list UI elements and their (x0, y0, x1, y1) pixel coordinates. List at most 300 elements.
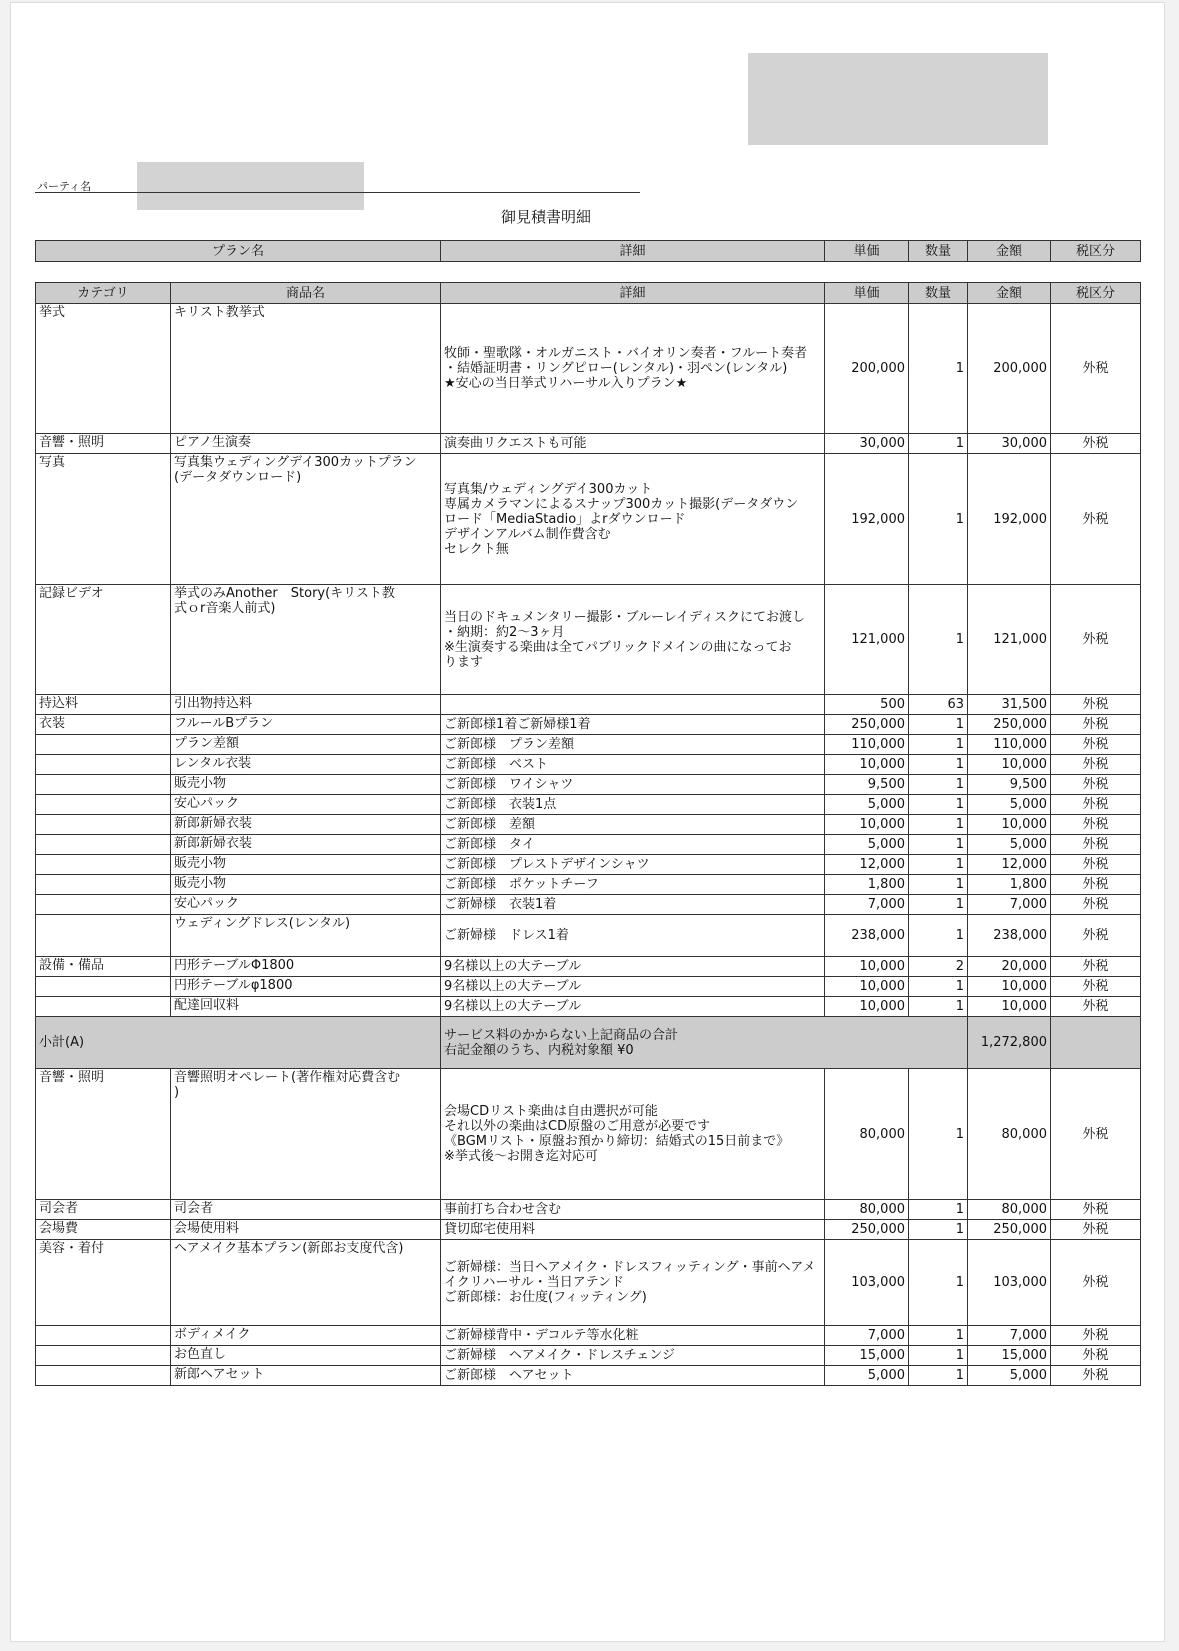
detail-line: ロード「MediaStadio」よrダウンロード (444, 511, 686, 527)
item-name-line: 販売小物 (174, 876, 227, 891)
detail-line: ご新郎様 プラン差額 (444, 737, 575, 752)
tax-type-cell: 外税 (1051, 1200, 1141, 1220)
unit-price-cell: 192,000 (825, 454, 909, 585)
category-cell (36, 997, 171, 1017)
unit-price-cell: 7,000 (825, 895, 909, 915)
amount-cell: 7,000 (968, 1326, 1051, 1346)
amount-cell: 20,000 (968, 957, 1051, 977)
item-name-cell (171, 775, 441, 795)
quantity-cell: 1 (909, 1069, 968, 1200)
item-name-cell (171, 454, 441, 585)
category-cell: 持込料 (36, 695, 171, 715)
item-name-cell (171, 915, 441, 957)
tax-type-cell: 外税 (1051, 1366, 1141, 1386)
quantity-cell: 1 (909, 835, 968, 855)
item-name-line: 販売小物 (174, 776, 227, 791)
tax-type-cell: 外税 (1051, 1240, 1141, 1326)
table-row (36, 585, 1141, 695)
header-category: カテゴリ (36, 283, 171, 304)
detail-line: ご新郎様：お仕度(フィッティング) (444, 1290, 647, 1305)
subtotal-detail-line: サービス料のかからない上記商品の合計 (444, 1027, 679, 1043)
detail-cell (441, 1220, 825, 1240)
unit-price-cell: 250,000 (825, 1220, 909, 1240)
unit-price-cell: 10,000 (825, 997, 909, 1017)
unit-price-cell: 7,000 (825, 1326, 909, 1346)
detail-line: ご新郎様1着ご新婦様1着 (444, 717, 591, 732)
item-name-line: 安心パック (174, 896, 240, 911)
detail-line: 写真集/ウェディングデイ300カット (444, 481, 653, 497)
unit-price-cell: 250,000 (825, 715, 909, 735)
header-qty: 数量 (909, 283, 968, 304)
tax-type-cell: 外税 (1051, 815, 1141, 835)
detail-cell (441, 715, 825, 735)
document-title: 御見積書明細 (500, 208, 591, 226)
item-name-line: 配達回収料 (174, 998, 240, 1013)
table-row (36, 775, 1141, 795)
category-cell: 美容・着付 (36, 1240, 171, 1326)
category-cell (36, 977, 171, 997)
table-row (36, 977, 1141, 997)
detail-line: ※生演奏する楽曲は全てパブリックドメインの曲になってお (444, 639, 792, 655)
detail-cell (441, 1200, 825, 1220)
tax-type-cell: 外税 (1051, 997, 1141, 1017)
unit-price-cell: 10,000 (825, 755, 909, 775)
detail-line: ご新郎様 ヘアセット (444, 1368, 574, 1383)
table-row (36, 1200, 1141, 1220)
item-name-cell (171, 695, 441, 715)
tax-type-cell: 外税 (1051, 715, 1141, 735)
quantity-cell: 1 (909, 915, 968, 957)
quantity-cell: 1 (909, 977, 968, 997)
detail-line: 《BGMリスト・原盤お預かり締切：結婚式の15日前まで》 (444, 1134, 790, 1149)
header-tax: 税区分 (1051, 283, 1141, 304)
detail-line: 9名様以上の大テーブル (444, 999, 582, 1014)
amount-cell: 10,000 (968, 977, 1051, 997)
detail-cell (441, 1366, 825, 1386)
item-name-line: 円形テーブルΦ1800 (174, 958, 295, 973)
detail-line: ご新婦様背中・デコルテ等水化粧 (444, 1328, 639, 1343)
table-row (36, 1366, 1141, 1386)
quantity-cell: 1 (909, 454, 968, 585)
amount-cell: 5,000 (968, 795, 1051, 815)
plan-header-amount: 金額 (968, 241, 1051, 262)
amount-cell: 192,000 (968, 454, 1051, 585)
quantity-cell: 1 (909, 997, 968, 1017)
amount-cell: 238,000 (968, 915, 1051, 957)
unit-price-cell: 200,000 (825, 304, 909, 434)
detail-line: ります (444, 654, 484, 670)
item-name-cell (171, 304, 441, 434)
amount-cell: 200,000 (968, 304, 1051, 434)
item-name-line: 新郎ヘアセット (174, 1367, 265, 1382)
amount-cell: 30,000 (968, 434, 1051, 454)
detail-cell (441, 735, 825, 755)
quantity-cell: 1 (909, 715, 968, 735)
quantity-cell: 1 (909, 1346, 968, 1366)
detail-line: ご新婦様：当日ヘアメイク・ドレスフィッティング・事前ヘアメ (444, 1260, 816, 1275)
tax-type-cell: 外税 (1051, 977, 1141, 997)
tax-type-cell: 外税 (1051, 585, 1141, 695)
table-row (36, 695, 1141, 715)
detail-line: 牧師・聖歌隊・オルガニスト・バイオリン奏者・フルート奏者 (444, 346, 808, 361)
party-name-label: パーティ名 (37, 180, 92, 193)
detail-cell (441, 835, 825, 855)
plan-header-detail: 詳細 (441, 241, 825, 262)
detail-line: ・結婚証明書・リングピロー(レンタル)・羽ペン(レンタル) (444, 361, 788, 376)
table-row (36, 855, 1141, 875)
tax-type-cell: 外税 (1051, 855, 1141, 875)
item-name-line: 音響照明オペレート(著作権対応費含む (174, 1070, 401, 1085)
tax-type-cell: 外税 (1051, 695, 1141, 715)
amount-cell: 250,000 (968, 715, 1051, 735)
item-name-line: プラン差額 (174, 736, 240, 751)
quantity-cell: 1 (909, 895, 968, 915)
table-row (36, 434, 1141, 454)
item-name-line: フルールBプラン (174, 716, 274, 731)
tax-type-cell: 外税 (1051, 1346, 1141, 1366)
item-name-cell (171, 1240, 441, 1326)
table-row (36, 815, 1141, 835)
amount-cell: 250,000 (968, 1220, 1051, 1240)
table-row (36, 715, 1141, 735)
item-name-line: 安心パック (174, 796, 240, 811)
detail-cell (441, 304, 825, 434)
tax-type-cell: 外税 (1051, 735, 1141, 755)
redacted-party-name (137, 162, 364, 210)
quantity-cell: 1 (909, 1326, 968, 1346)
quantity-cell: 1 (909, 755, 968, 775)
party-name-underline (35, 192, 640, 193)
document-page (10, 2, 1165, 1642)
detail-cell (441, 915, 825, 957)
detail-line: ★安心の当日挙式リハーサル入りプラン★ (444, 376, 688, 391)
item-name-line: 新郎新婦衣装 (174, 816, 253, 831)
quantity-cell: 1 (909, 1220, 968, 1240)
category-cell (36, 735, 171, 755)
item-name-line: レンタル衣装 (174, 756, 252, 771)
item-name-line: キリスト教挙式 (174, 305, 265, 320)
amount-cell: 80,000 (968, 1200, 1051, 1220)
amount-cell: 1,800 (968, 875, 1051, 895)
detail-line: 専属カメラマンによるスナップ300カット撮影(データダウン (444, 496, 799, 512)
item-name-line: 写真集ウェディングデイ300カットプラン (174, 455, 417, 470)
item-name-line: ヘアメイク基本プラン(新郎お支度代含) (174, 1241, 404, 1256)
quantity-cell: 1 (909, 304, 968, 434)
item-name-cell (171, 1200, 441, 1220)
item-name-cell (171, 434, 441, 454)
tax-type-cell: 外税 (1051, 875, 1141, 895)
detail-cell (441, 875, 825, 895)
item-name-line: 販売小物 (174, 856, 227, 871)
header-detail: 詳細 (441, 283, 825, 304)
item-name-line: (データダウンロード) (174, 470, 302, 485)
unit-price-cell: 10,000 (825, 977, 909, 997)
category-cell (36, 755, 171, 775)
plan-header-plan-name: プラン名 (36, 241, 441, 262)
item-name-cell (171, 1326, 441, 1346)
detail-cell (441, 454, 825, 585)
quantity-cell: 1 (909, 775, 968, 795)
item-name-line: ) (174, 1085, 180, 1100)
redacted-block (748, 53, 1048, 145)
table-row (36, 835, 1141, 855)
detail-cell (441, 1326, 825, 1346)
tax-type-cell: 外税 (1051, 775, 1141, 795)
amount-cell: 31,500 (968, 695, 1051, 715)
detail-line: それ以外の楽曲はCD原盤のご用意が必要です (444, 1119, 711, 1134)
category-cell: 記録ビデオ (36, 585, 171, 695)
quantity-cell: 1 (909, 815, 968, 835)
subtotal-amount: 1,272,800 (968, 1017, 1051, 1069)
unit-price-cell: 1,800 (825, 875, 909, 895)
table-row (36, 915, 1141, 957)
detail-line: 9名様以上の大テーブル (444, 979, 582, 994)
item-name-line: ウェディングドレス(レンタル) (174, 916, 351, 931)
detail-cell (441, 1069, 825, 1200)
quantity-cell: 1 (909, 434, 968, 454)
tax-type-cell: 外税 (1051, 895, 1141, 915)
unit-price-cell: 12,000 (825, 855, 909, 875)
plan-header-tax: 税区分 (1051, 241, 1141, 262)
header-item-name: 商品名 (171, 283, 441, 304)
detail-cell (441, 855, 825, 875)
detail-line: ※挙式後～お開き迄対応可 (444, 1149, 598, 1164)
category-cell: 写真 (36, 454, 171, 585)
detail-line: セレクト無 (444, 541, 509, 557)
unit-price-cell: 10,000 (825, 815, 909, 835)
quantity-cell: 1 (909, 875, 968, 895)
amount-cell: 103,000 (968, 1240, 1051, 1326)
amount-cell: 5,000 (968, 1366, 1051, 1386)
tax-type-cell: 外税 (1051, 795, 1141, 815)
unit-price-cell: 238,000 (825, 915, 909, 957)
tax-type-cell: 外税 (1051, 434, 1141, 454)
quantity-cell: 1 (909, 795, 968, 815)
item-name-cell (171, 1069, 441, 1200)
table-row (36, 875, 1141, 895)
tax-type-cell: 外税 (1051, 755, 1141, 775)
detail-line: ご新郎様 プレストデザインシャツ (444, 857, 650, 872)
table-row (36, 895, 1141, 915)
amount-cell: 15,000 (968, 1346, 1051, 1366)
estimate-table (35, 282, 1141, 1386)
quantity-cell: 63 (909, 695, 968, 715)
category-cell: 司会者 (36, 1200, 171, 1220)
unit-price-cell: 80,000 (825, 1069, 909, 1200)
header-amount: 金額 (968, 283, 1051, 304)
amount-cell: 110,000 (968, 735, 1051, 755)
table-row (36, 735, 1141, 755)
category-cell (36, 895, 171, 915)
quantity-cell: 1 (909, 1366, 968, 1386)
amount-cell: 5,000 (968, 835, 1051, 855)
quantity-cell: 2 (909, 957, 968, 977)
amount-cell: 10,000 (968, 997, 1051, 1017)
detail-cell (441, 1346, 825, 1366)
item-name-cell (171, 855, 441, 875)
table-row (36, 755, 1141, 775)
quantity-cell: 1 (909, 735, 968, 755)
tax-type-cell: 外税 (1051, 1220, 1141, 1240)
unit-price-cell: 121,000 (825, 585, 909, 695)
category-cell: 会場費 (36, 1220, 171, 1240)
detail-cell (441, 977, 825, 997)
category-cell (36, 795, 171, 815)
item-name-cell (171, 835, 441, 855)
item-name-cell (171, 815, 441, 835)
detail-line: 演奏曲リクエストも可能 (444, 436, 587, 451)
detail-line: 当日のドキュメンタリー撮影・ブルーレイディスクにてお渡し (444, 609, 806, 625)
category-cell (36, 835, 171, 855)
category-cell: 設備・備品 (36, 957, 171, 977)
header-price: 単価 (825, 283, 909, 304)
table-row (36, 795, 1141, 815)
unit-price-cell: 15,000 (825, 1346, 909, 1366)
category-cell (36, 1346, 171, 1366)
category-cell: 衣装 (36, 715, 171, 735)
amount-cell: 10,000 (968, 815, 1051, 835)
tax-type-cell: 外税 (1051, 304, 1141, 434)
table-row (36, 1326, 1141, 1346)
item-name-line: 会場使用料 (174, 1221, 240, 1236)
quantity-cell: 1 (909, 1200, 968, 1220)
detail-cell (441, 895, 825, 915)
unit-price-cell: 5,000 (825, 795, 909, 815)
subtotal-tax-empty (1051, 1017, 1141, 1069)
detail-line: イクリハーサル・当日アテンド (444, 1275, 625, 1290)
unit-price-cell: 103,000 (825, 1240, 909, 1326)
amount-cell: 12,000 (968, 855, 1051, 875)
detail-cell (441, 695, 825, 715)
detail-cell (441, 434, 825, 454)
detail-line: ご新郎様 差額 (444, 817, 536, 832)
table-row (36, 957, 1141, 977)
subtotal-detail-line: 右記金額のうち、内税対象額 ¥0 (444, 1042, 634, 1058)
item-name-cell (171, 977, 441, 997)
quantity-cell: 1 (909, 1240, 968, 1326)
detail-line: 貸切邸宅使用料 (444, 1222, 536, 1237)
item-name-line: 円形テーブルφ1800 (174, 978, 293, 993)
category-cell (36, 855, 171, 875)
detail-line: ・納期：約2～3ヶ月 (444, 624, 565, 640)
subtotal-label: 小計(A) (36, 1017, 441, 1069)
item-name-line: ボディメイク (174, 1327, 251, 1342)
item-name-cell (171, 957, 441, 977)
item-name-cell (171, 895, 441, 915)
tax-type-cell: 外税 (1051, 1326, 1141, 1346)
detail-line: デザインアルバム制作費含む (444, 526, 611, 542)
detail-cell (441, 957, 825, 977)
item-name-line: ピアノ生演奏 (174, 435, 251, 450)
item-name-line: 引出物持込料 (174, 696, 253, 711)
unit-price-cell: 500 (825, 695, 909, 715)
detail-line: ご新郎様 衣装1点 (444, 797, 557, 812)
item-name-cell (171, 1366, 441, 1386)
detail-line: ご新郎様 ポケットチーフ (444, 877, 599, 892)
category-cell (36, 815, 171, 835)
item-name-cell (171, 735, 441, 755)
unit-price-cell: 30,000 (825, 434, 909, 454)
item-name-cell (171, 997, 441, 1017)
unit-price-cell: 80,000 (825, 1200, 909, 1220)
detail-line: ご新郎様 ワイシャツ (444, 777, 574, 792)
unit-price-cell: 110,000 (825, 735, 909, 755)
tax-type-cell: 外税 (1051, 957, 1141, 977)
unit-price-cell: 5,000 (825, 835, 909, 855)
category-cell: 音響・照明 (36, 434, 171, 454)
plan-header-row (36, 241, 1141, 262)
category-cell (36, 775, 171, 795)
item-name-line: 式ｏr音楽人前式) (174, 601, 276, 616)
item-header-row (36, 283, 1141, 304)
amount-cell: 80,000 (968, 1069, 1051, 1200)
unit-price-cell: 5,000 (825, 1366, 909, 1386)
item-name-line: 新郎新婦衣装 (174, 836, 253, 851)
detail-line: ご新婦様 ドレス1着 (444, 928, 569, 943)
unit-price-cell: 10,000 (825, 957, 909, 977)
subtotal-detail (441, 1017, 968, 1069)
item-name-line: 司会者 (174, 1201, 214, 1216)
quantity-cell: 1 (909, 585, 968, 695)
detail-cell (441, 997, 825, 1017)
tax-type-cell: 外税 (1051, 1069, 1141, 1200)
plan-header-price: 単価 (825, 241, 909, 262)
plan-header-table (35, 240, 1141, 262)
quantity-cell: 1 (909, 855, 968, 875)
item-name-cell (171, 755, 441, 775)
detail-cell (441, 795, 825, 815)
item-name-line: お色直し (174, 1347, 227, 1362)
detail-line: ご新婦様 衣装1着 (444, 897, 557, 912)
item-name-cell (171, 585, 441, 695)
item-name-cell (171, 1346, 441, 1366)
table-row (36, 1069, 1141, 1200)
table-row (36, 454, 1141, 585)
table-row (36, 1346, 1141, 1366)
detail-cell (441, 755, 825, 775)
detail-cell (441, 585, 825, 695)
category-cell: 挙式 (36, 304, 171, 434)
amount-cell: 10,000 (968, 755, 1051, 775)
detail-line: 会場CDリスト楽曲は自由選択が可能 (444, 1104, 658, 1119)
tax-type-cell: 外税 (1051, 454, 1141, 585)
category-cell (36, 1366, 171, 1386)
category-cell (36, 915, 171, 957)
amount-cell: 9,500 (968, 775, 1051, 795)
detail-line: 9名様以上の大テーブル (444, 959, 582, 974)
category-cell: 音響・照明 (36, 1069, 171, 1200)
item-name-line: 挙式のみAnother Story(キリスト教 (174, 586, 395, 601)
detail-line: ご新郎様 タイ (444, 837, 535, 852)
item-name-cell (171, 795, 441, 815)
amount-cell: 7,000 (968, 895, 1051, 915)
tax-type-cell: 外税 (1051, 915, 1141, 957)
item-name-cell (171, 1220, 441, 1240)
plan-header-qty: 数量 (909, 241, 968, 262)
table-row (36, 997, 1141, 1017)
item-name-cell (171, 875, 441, 895)
unit-price-cell: 9,500 (825, 775, 909, 795)
amount-cell: 121,000 (968, 585, 1051, 695)
detail-line: 事前打ち合わせ含む (444, 1202, 562, 1217)
item-name-cell (171, 715, 441, 735)
table-row (36, 1220, 1141, 1240)
detail-line: ご新郎様 ベスト (444, 757, 549, 772)
detail-cell (441, 815, 825, 835)
detail-cell (441, 775, 825, 795)
table-row (36, 1240, 1141, 1326)
category-cell (36, 875, 171, 895)
